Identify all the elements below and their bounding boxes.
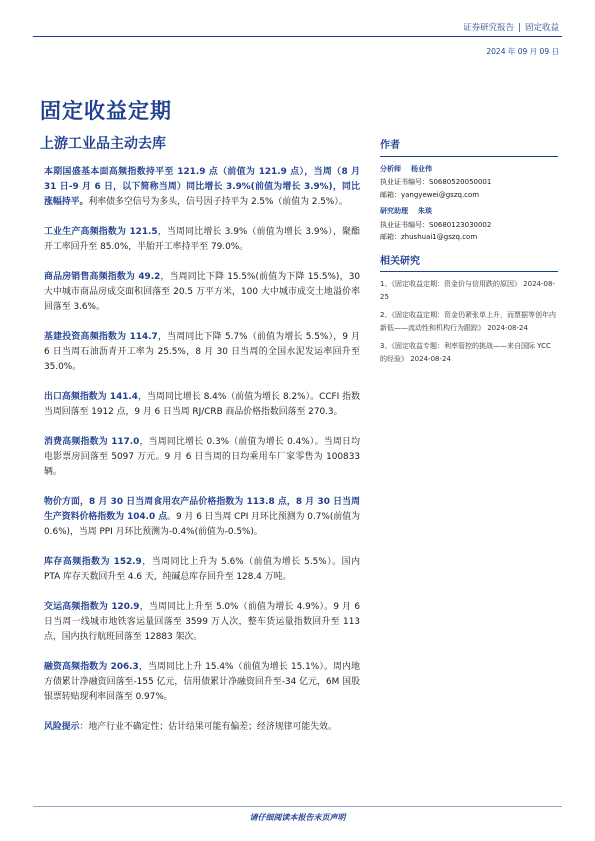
para-highlight: 库存高频指数为 152.9 — [44, 557, 142, 567]
para-highlight: 物价方面，8 月 30 日当周食用农产品价格指数为 113.8 点，8 月 30 日当周生产资料价格指数为 104.0 点 — [44, 497, 360, 522]
para-text: ，当周同比上升至 5.0%（前值为增长 4.9%）。9 月 6 日当周一线城市地铁客运量回落至 3599 万人次，整车货运量指数回升至 113 点，国内执行航班回落至 12883 架次。 — [44, 602, 360, 642]
para-text: ，当周同比上升为 5.6%（前值为增长 5.5%）。国内 PTA 库存天数回升至 4.6 天，纯碱总库存回升至 128.4 万吨。 — [44, 557, 360, 582]
author-name: 杨业伟 — [411, 164, 432, 173]
cert-label: 执业证书编号： — [380, 220, 429, 229]
email-address[interactable]: yangyewei@gszq.com — [401, 190, 480, 199]
summary-paragraph — [44, 165, 360, 210]
para-text: ，当周同比增长 0.3%（前值为增长 0.4%）。当周日均电影票房回落至 5097 万元。9 月 6 日当周的日均乘用车厂家零售为 100833 辆。 — [44, 437, 360, 477]
header-divider — [33, 36, 562, 37]
industry-paragraph — [44, 225, 360, 255]
author-role: 分析师 — [380, 164, 401, 173]
author-entry — [380, 205, 558, 218]
para-highlight: 工业生产高频指数为 121.5 — [44, 227, 158, 237]
transport-paragraph — [44, 600, 360, 645]
para-highlight: 融资高频指数为 206.3 — [44, 662, 139, 672]
para-highlight: 消费高频指数为 117.0 — [44, 437, 140, 447]
related-heading: 相关研究 — [380, 256, 558, 273]
email-label: 邮箱： — [380, 190, 401, 199]
author-cert — [380, 219, 558, 232]
export-paragraph — [44, 390, 360, 420]
page-title: 固定收益定期 — [40, 99, 172, 123]
report-date: 2024 年 09 月 09 日 — [486, 47, 559, 56]
sidebar — [380, 140, 558, 371]
footer-divider — [33, 806, 562, 807]
report-type-header — [463, 21, 559, 33]
para-text: ，当周同比上升 15.4%（前值为增长 15.1%）。周内地方债累计净融资回落至-155 亿元，信用债累计净融资回升至-34 亿元，6M 国股银票转贴现利率回落至 0.97%。 — [44, 662, 360, 702]
para-highlight: 交运高频指数为 120.9 — [44, 602, 140, 612]
report-category: 固定收益 — [524, 23, 559, 33]
para-text: ，当周同比增长 8.4%（前值为增长 8.2%）。CCFI 指数当周回落至 1912 点，9 月 6 日当周 RJ/CRB 商品价格指数回落至 270.3。 — [44, 392, 360, 417]
para-highlight: 本期国盛基本面高频指数持平至 121.9 点（前值为 121.9 点），当周（8 月 31 日-9 月 6 日，以下简称当周）同比增长 3.9%(前值为增长 3.9%)，同比涨幅持平。 — [44, 167, 360, 207]
author-email[interactable] — [380, 231, 558, 244]
author-name: 朱琰 — [418, 207, 432, 215]
related-report-link[interactable]: 2、《固定收益定期：资金仍紧张单上升，而票据等创年内新低——流动性和机构行为跟踪》 2024-08-24 — [380, 311, 556, 332]
header-separator: | — [518, 23, 521, 33]
para-highlight: 出口高频指数为 141.4 — [44, 392, 138, 402]
consumption-paragraph — [44, 435, 360, 480]
risk-text: ：地产行业不确定性；估计结果可能有偏差；经济规律可能失效。 — [79, 722, 337, 732]
risk-label: 风险提示 — [44, 722, 80, 732]
author-entry — [380, 163, 558, 176]
footer-disclaimer: 请仔细阅读本报告末页声明 — [249, 813, 346, 822]
related-report-link[interactable]: 1、《固定收益定期：资金价与信用跌的原因》 2024-08-25 — [380, 280, 555, 301]
para-text: 利率债多空信号为多头，信号因子持平为 2.5%（前值为 2.5%）。 — [88, 197, 348, 207]
email-label: 邮箱： — [380, 233, 401, 241]
para-text: 。9 月 6 日当周 CPI 月环比预测为 0.7%(前值为 0.6%)，当周 PPI 月环比预测为-0.4%(前值为-0.5%)。 — [44, 512, 360, 537]
infrastructure-paragraph — [44, 330, 360, 375]
authors-heading: 作者 — [380, 140, 558, 157]
para-text: ，当周同比下降 5.7%（前值为增长 5.5%），9 月 6 日当周石油沥青开工率为 25.5%，8 月 30 日当周的全国水泥发运率回升至 35.0%。 — [44, 332, 360, 372]
inventory-paragraph — [44, 555, 360, 585]
price-paragraph — [44, 495, 360, 540]
cert-label: 执业证书编号： — [380, 178, 429, 186]
para-highlight: 基建投资高频指数为 114.7 — [44, 332, 158, 342]
para-highlight: 商品房销售高频指数为 49.2 — [44, 272, 161, 282]
related-report-link[interactable]: 3、《固定收益专题：利率管控的挑战——来自国际 YCC 的经验》 2024-08-24 — [380, 342, 551, 363]
cert-number: S0680123030002 — [429, 220, 492, 229]
cert-number: S0680520050001 — [429, 178, 492, 186]
main-content — [44, 165, 360, 750]
author-role: 研究助理 — [380, 207, 408, 215]
risk-paragraph — [44, 720, 360, 735]
email-address[interactable]: zhushuai1@gszq.com — [401, 233, 478, 241]
author-email[interactable] — [380, 189, 558, 202]
para-text: ，当周同比下降 15.5%(前值为下降 15.5%)，30 大中城市商品房成交面积回落至 20.5 万平方米，100 大中城市成交土地溢价率回落至 3.6%。 — [44, 272, 360, 312]
housing-paragraph — [44, 270, 360, 315]
para-text: ，当周同比增长 3.9%（前值为增长 3.9%），聚酯开工率回升至 85.0%，半胎开工率持平至 79.0%。 — [44, 227, 360, 252]
financing-paragraph — [44, 660, 360, 705]
author-cert — [380, 176, 558, 189]
page-subtitle: 上游工业品主动去库 — [40, 136, 166, 152]
report-type: 证券研究报告 — [463, 23, 515, 33]
